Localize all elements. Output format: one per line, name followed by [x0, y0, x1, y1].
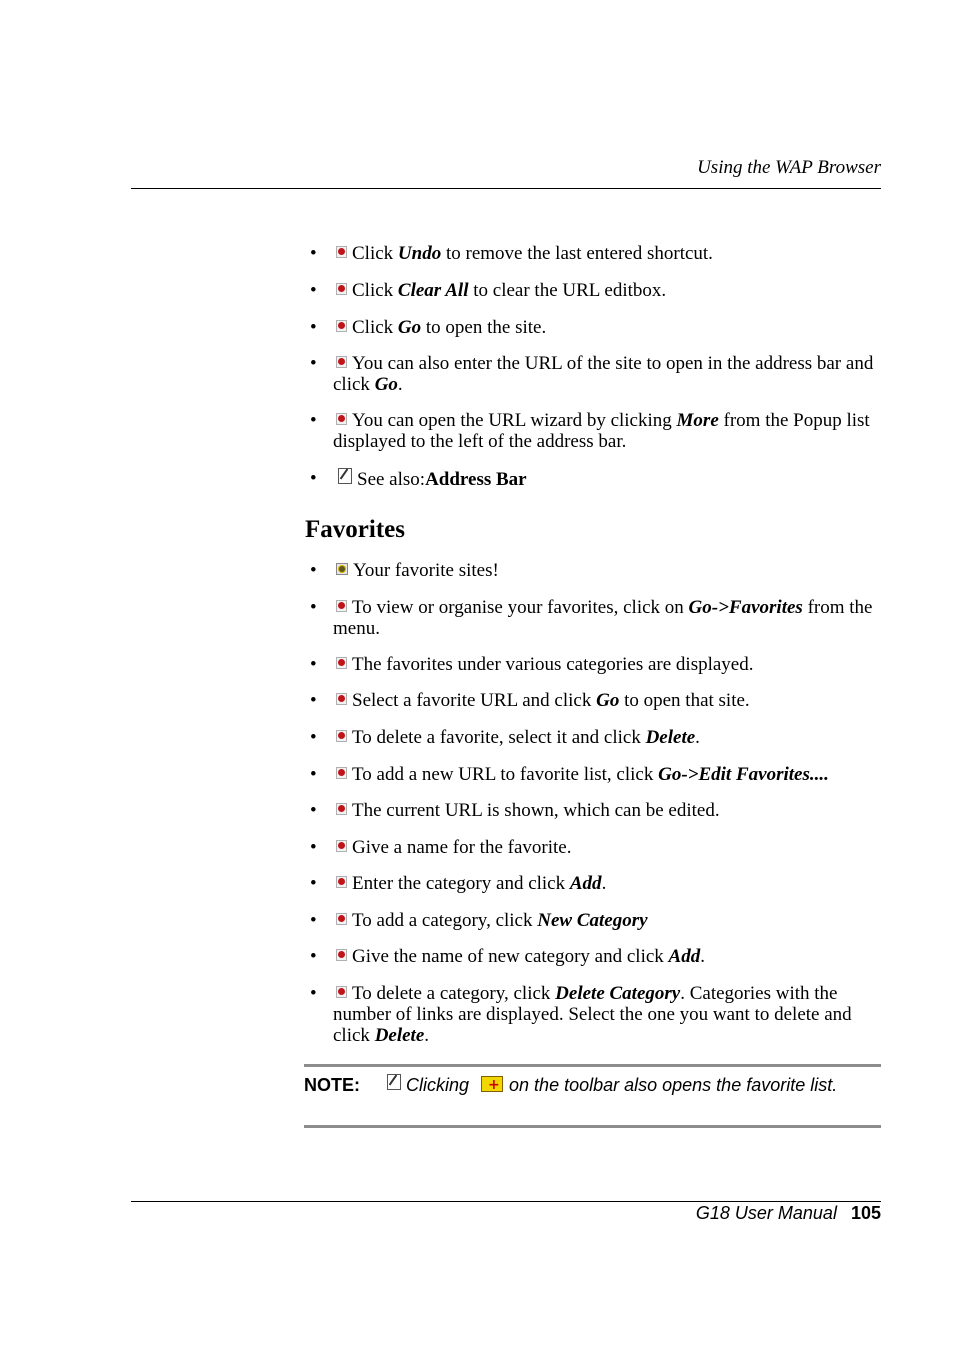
- page-number: 105: [850, 1203, 881, 1223]
- red-bullet-icon: [336, 730, 347, 742]
- note-edit-icon: [338, 468, 352, 484]
- red-bullet-icon: [336, 283, 347, 295]
- running-header: Using the WAP Browser: [697, 157, 881, 178]
- red-bullet-icon: [336, 320, 347, 332]
- list-item: • Your favorite sites!: [310, 560, 499, 581]
- list-item: • The current URL is shown, which can be edited.: [310, 800, 720, 821]
- red-bullet-icon: [336, 876, 347, 888]
- red-bullet-icon: [336, 356, 347, 368]
- list-item: • To view or organise your favorites, click on Go->Favorites from the menu.: [310, 597, 873, 639]
- header-rule: [131, 188, 881, 189]
- list-item: • Give the name of new category and click Add.: [310, 946, 705, 967]
- footer-rule: [131, 1201, 881, 1202]
- red-bullet-icon: [336, 840, 347, 852]
- red-bullet-icon: [336, 986, 347, 998]
- red-bullet-icon: [336, 657, 347, 669]
- red-bullet-icon: [336, 246, 347, 258]
- red-bullet-icon: [336, 913, 347, 925]
- list-item: • Click Undo to remove the last entered shortcut.: [310, 243, 713, 264]
- red-bullet-icon: [336, 803, 347, 815]
- red-bullet-icon: [336, 693, 347, 705]
- list-item: • You can also enter the URL of the site to open in the address bar and click Go.: [310, 353, 874, 395]
- footer: [696, 1203, 881, 1224]
- list-item: • To delete a favorite, select it and click Delete.: [310, 727, 700, 748]
- list-item: • Give a name for the favorite.: [310, 837, 572, 858]
- note-label: NOTE:: [304, 1075, 360, 1095]
- address-bar-link[interactable]: Address Bar: [425, 469, 527, 490]
- red-bullet-icon: [336, 949, 347, 961]
- list-item: • To add a category, click New Category: [310, 910, 648, 931]
- list-item: • To add a new URL to favorite list, click Go->Edit Favorites....: [310, 764, 829, 785]
- favorites-folder-icon: [481, 1076, 503, 1092]
- list-item: • The favorites under various categories are displayed.: [310, 654, 754, 675]
- list-item: • To delete a category, click Delete Category. Categories with the number of links are displayed. Select the one you want to delete and click Delete.: [310, 983, 852, 1046]
- favorites-icon: [336, 563, 348, 575]
- list-item: • Enter the category and click Add.: [310, 873, 607, 894]
- red-bullet-icon: [336, 767, 347, 779]
- note-edit-icon: [387, 1074, 401, 1090]
- list-item: • You can open the URL wizard by clicking More from the Popup list displayed to the left of the address bar.: [310, 410, 870, 452]
- see-also-item: • See also:Address Bar: [310, 468, 527, 490]
- favorites-heading: Favorites: [305, 516, 405, 543]
- list-item: • Select a favorite URL and click Go to open that site.: [310, 690, 750, 711]
- list-item: • Click Clear All to clear the URL editbox.: [310, 280, 667, 301]
- manual-title: G18 User Manual: [695, 1203, 837, 1223]
- list-item: • Click Go to open the site.: [310, 317, 547, 338]
- note-box: NOTE: Clicking+ on the toolbar also opens the favorite list.: [304, 1064, 881, 1128]
- red-bullet-icon: [336, 600, 347, 612]
- red-bullet-icon: [336, 413, 347, 425]
